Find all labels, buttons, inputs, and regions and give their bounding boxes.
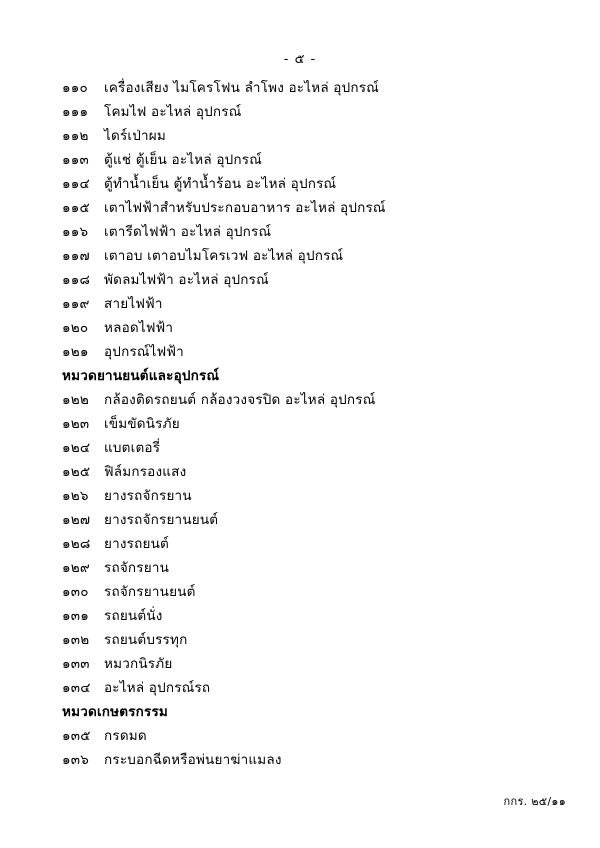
list-item [0,124,600,143]
item-text: เตาไฟฟ้าสำหรับประกอบอาหาร อะไหล่ อุปกรณ์ [104,200,386,216]
item-number: ๑๓๓ [62,656,90,672]
item-text: กระบอกฉีดหรือพ่นยาฆ่าแมลง [104,752,282,768]
item-number: ๑๒๔ [62,440,91,456]
list-item [0,604,600,623]
section-heading-vehicle: หมวดยานยนต์และอุปกรณ์ [62,368,220,384]
section-heading-agriculture: หมวดเกษตรกรรม [62,704,169,720]
list-item [0,748,600,767]
list-item [0,628,600,647]
item-text: โคมไฟ อะไหล่ อุปกรณ์ [104,104,242,120]
item-number: ๑๓๐ [62,584,89,600]
item-text: ฟิล์มกรองแสง [104,464,187,480]
item-text: ไดร์เป่าผม [104,128,166,144]
item-number: ๑๒๙ [62,560,90,576]
item-number: ๑๑๘ [62,272,91,288]
item-number: ๑๒๓ [62,416,90,432]
item-number: ๑๑๒ [62,128,89,144]
item-number: ๑๑๖ [62,224,89,240]
item-text: อุปกรณ์ไฟฟ้า [104,344,184,360]
list-item [0,76,600,95]
item-text: หลอดไฟฟ้า [104,320,174,336]
list-item [0,412,600,431]
page-number: - ๕ - [283,52,317,67]
item-number: ๑๓๖ [62,752,89,768]
item-text: หมวกนิรภัย [104,656,173,672]
item-text: อะไหล่ อุปกรณ์รถ [104,680,211,696]
item-text: ตู้ทำน้ำเย็น ตู้ทำน้ำร้อน อะไหล่ อุปกรณ์ [104,176,337,192]
item-text: แบตเตอรี่ [104,440,161,456]
list-item [0,196,600,215]
item-number: ๑๑๐ [62,80,88,96]
item-text: รถยนต์บรรทุก [104,632,188,648]
item-number: ๑๑๓ [62,152,89,168]
item-text: ยางรถยนต์ [104,536,170,552]
item-text: เครื่องเสียง ไมโครโฟน ลำโพง อะไหล่ อุปกรณ์ [104,80,379,96]
list-item [0,724,600,743]
list-item [0,172,600,191]
item-text: กล้องติดรถยนต์ กล้องวงจรปิด อะไหล่ อุปกรณ์ [104,392,376,408]
item-number: ๑๓๒ [62,632,90,648]
item-number: ๑๒๕ [62,464,91,480]
document-content [0,76,600,772]
list-item [0,484,600,503]
list-item [0,388,600,407]
item-text: ตู้แช่ ตู้เย็น อะไหล่ อุปกรณ์ [104,152,262,168]
item-number: ๑๒๘ [62,536,91,552]
item-text: เตาอบ เตาอบไมโครเวฟ อะไหล่ อุปกรณ์ [104,248,344,264]
list-item [0,340,600,359]
item-number: ๑๒๒ [62,392,89,408]
item-text: รถยนต์นั่ง [104,608,163,624]
list-item [0,436,600,455]
footer-reference: กกร. ๒๕/๑๑ [503,795,566,808]
item-text: พัดลมไฟฟ้า อะไหล่ อุปกรณ์ [104,272,269,288]
list-item [0,268,600,287]
item-text: เข็มขัดนิรภัย [104,416,180,432]
item-number: ๑๓๔ [62,680,91,696]
item-number: ๑๒๖ [62,488,89,504]
item-number: ๑๑๙ [62,296,90,312]
list-item [0,292,600,311]
item-text: ยางรถจักรยานยนต์ [104,512,219,528]
list-item [0,580,600,599]
item-number: ๑๓๕ [62,728,91,744]
item-text: ยางรถจักรยาน [104,488,192,504]
list-item [0,676,600,695]
list-item [0,316,600,335]
item-number: ๑๓๑ [62,608,89,624]
list-item [0,508,600,527]
list-item [0,652,600,671]
list-item [0,556,600,575]
list-item [0,460,600,479]
item-number: ๑๑๕ [62,200,90,216]
list-item [0,244,600,263]
list-item [0,532,600,551]
item-number: ๑๒๐ [62,320,89,336]
item-number: ๑๑๔ [62,176,90,192]
item-text: รถจักรยาน [104,560,170,576]
item-text: กรดมด [104,728,147,744]
item-number: ๑๒๑ [62,344,89,360]
item-text: เตารีดไฟฟ้า อะไหล่ อุปกรณ์ [104,224,272,240]
item-number: ๑๑๗ [62,248,90,264]
item-number: ๑๒๗ [62,512,91,528]
list-item [0,148,600,167]
item-text: สายไฟฟ้า [104,296,163,312]
item-text: รถจักรยานยนต์ [104,584,196,600]
list-item [0,100,600,119]
list-item [0,220,600,239]
item-number: ๑๑๑ [62,104,89,120]
